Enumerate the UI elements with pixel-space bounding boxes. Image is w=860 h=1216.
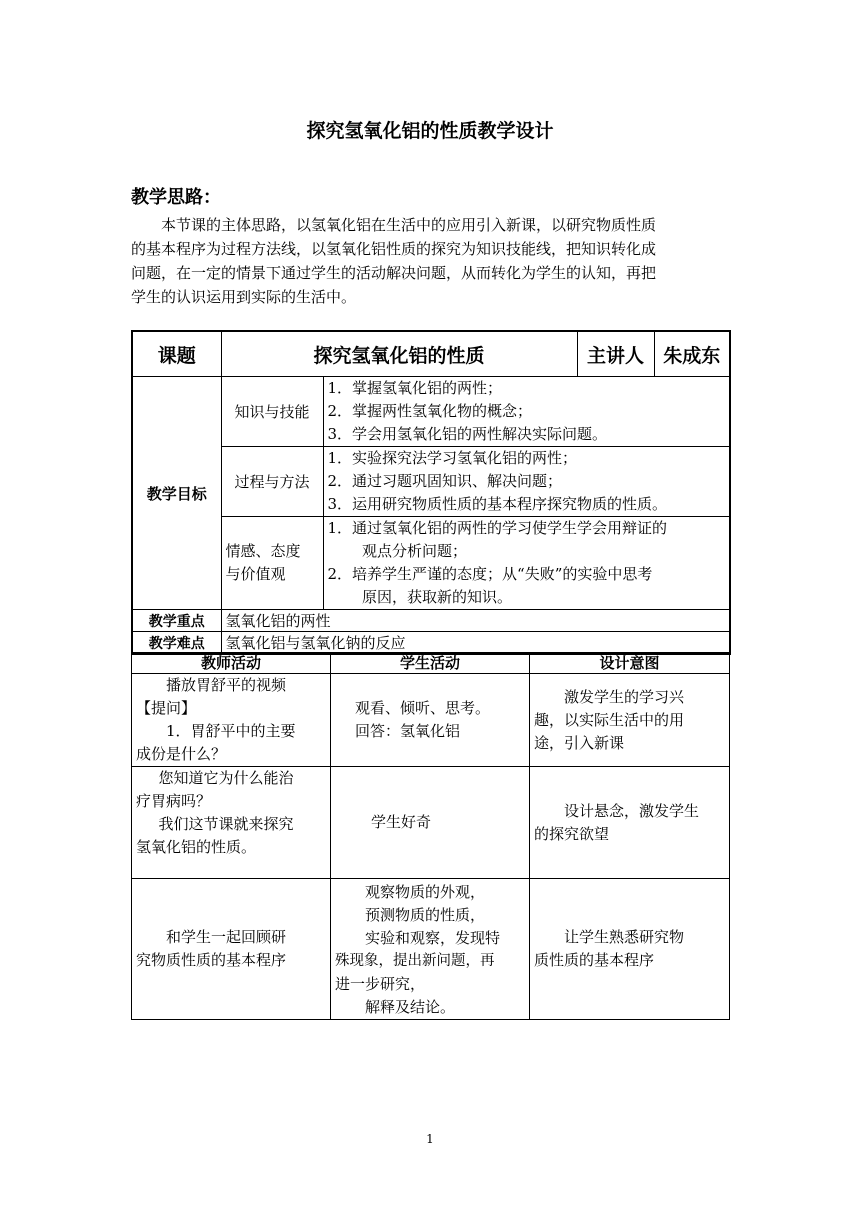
design-intent: [530, 879, 730, 1020]
teacher-activity: [132, 674, 331, 767]
goals-label: 教学目标: [132, 377, 221, 610]
student-activity: [331, 767, 530, 879]
text-line: 回答：氢氧化铝: [355, 722, 461, 740]
activity-table: [131, 652, 730, 1020]
goal-row-process: [132, 447, 730, 517]
text-line: 进一步研究，: [335, 975, 426, 993]
intro-line: 的基本程序为过程方法线，以氢氧化铝性质的探究为知识技能线，把知识转化成: [131, 240, 657, 258]
process-item: 3．运用研究物质性质的基本程序探究物质的性质。: [327, 495, 668, 513]
process-item: 2．通过习题巩固知识、解决问题；: [327, 472, 563, 490]
activity-row: [132, 674, 730, 767]
key-point-row: [132, 610, 730, 632]
text-line: 和学生一起回顾研: [166, 928, 287, 946]
page-number: 1: [426, 1132, 434, 1146]
design-intent: [530, 674, 730, 767]
emotion-label: [221, 517, 323, 610]
text-line: 疗胃病吗？: [136, 792, 212, 810]
text-line: 实验和观察，发现特: [365, 929, 501, 947]
topic-label: 课题: [132, 331, 221, 377]
teacher-activity: [132, 767, 331, 879]
text-line: 成份是什么？: [136, 745, 227, 763]
design-intent: [530, 767, 730, 879]
text-line: 观看、倾听、思考。: [355, 699, 491, 717]
process-item: 1．实验探究法学习氢氧化铝的两性；: [327, 449, 578, 467]
speaker-label: 主讲人: [577, 331, 654, 377]
text-line: 1．胃舒平中的主要: [166, 722, 296, 740]
section-heading: 教学思路：: [131, 187, 221, 208]
intro-line: 本节课的主体思路，以氢氧化铝在生活中的应用引入新课，以研究物质性质: [161, 216, 657, 234]
header-student: 学生活动: [331, 653, 530, 674]
process-items: [323, 447, 730, 517]
text-line: 预测物质的性质，: [365, 906, 486, 924]
knowledge-label: 知识与技能: [221, 377, 323, 447]
key-value: 氢氧化铝的两性: [221, 610, 730, 632]
student-activity: [331, 674, 530, 767]
goal-row-knowledge: [132, 377, 730, 447]
text-line: 质性质的基本程序: [534, 951, 655, 969]
header-teacher: 教师活动: [132, 653, 331, 674]
knowledge-items: [323, 377, 730, 447]
text-line: 氢氧化铝的性质。: [136, 838, 257, 856]
difficulty-row: [132, 632, 730, 655]
text-line: 的探究欲望: [534, 824, 610, 843]
text-line: 设计悬念，激发学生: [564, 801, 700, 820]
text-line: 究物质性质的基本程序: [136, 951, 287, 969]
text-line: 【提问】: [136, 699, 197, 717]
emotion-item: 原因，获取新的知识。: [362, 588, 513, 606]
knowledge-item: 1．掌握氢氧化铝的两性；: [327, 379, 503, 397]
intro-paragraph: [131, 213, 729, 309]
emotion-item: 1．通过氢氧化铝的两性的学习使学生学会用辩证的: [327, 519, 668, 537]
intro-line: 学生的认识运用到实际的生活中。: [131, 288, 357, 306]
header-intent: 设计意图: [530, 653, 730, 674]
student-activity: [331, 879, 530, 1020]
emotion-items: [323, 517, 730, 610]
text-line: 激发学生的学习兴: [564, 687, 685, 706]
text-line: 殊现象，提出新问题，再: [335, 953, 495, 969]
process-label: 过程与方法: [221, 447, 323, 517]
text-line: 趣，以实际生活中的用: [534, 710, 685, 729]
text-line: 播放胃舒平的视频: [166, 676, 287, 694]
topic-row: [132, 331, 730, 377]
difficulty-value: 氢氧化铝与氢氧化钠的反应: [221, 632, 730, 655]
text-line: 观察物质的外观，: [365, 883, 486, 901]
knowledge-item: 3．学会用氢氧化铝的两性解决实际问题。: [327, 425, 608, 443]
emotion-item: 观点分析问题；: [362, 542, 468, 560]
speaker-value: 朱成东: [654, 331, 730, 377]
intro-line: 问题，在一定的情景下通过学生的活动解决问题，从而转化为学生的认知，再把: [131, 264, 657, 282]
text-line: 我们这节课就来探究: [158, 815, 294, 833]
text-line: 解释及结论。: [365, 998, 456, 1016]
topic-value: 探究氢氧化铝的性质: [221, 331, 577, 377]
text-line: 让学生熟悉研究物: [564, 928, 685, 946]
document-title: 探究氢氧化铝的性质教学设计: [306, 120, 554, 142]
text-line: 学生好奇: [371, 813, 432, 831]
knowledge-item: 2．掌握两性氢氧化物的概念；: [327, 402, 533, 420]
key-label: 教学重点: [132, 610, 221, 632]
text-line: 您知道它为什么能治: [158, 769, 294, 787]
teacher-activity: [132, 879, 331, 1020]
goal-row-emotion: [132, 517, 730, 610]
activity-row: [132, 879, 730, 1020]
lesson-info-table: [131, 330, 731, 655]
emotion-label-line: 情感、态度: [225, 542, 301, 560]
activity-header-row: [132, 653, 730, 674]
difficulty-label: 教学难点: [132, 632, 221, 655]
activity-row: [132, 767, 730, 879]
text-line: 途，引入新课: [534, 733, 625, 752]
emotion-label-line: 与价值观: [225, 565, 286, 583]
emotion-item: 2．培养学生严谨的态度；从“失败”的实验中思考: [327, 565, 653, 583]
